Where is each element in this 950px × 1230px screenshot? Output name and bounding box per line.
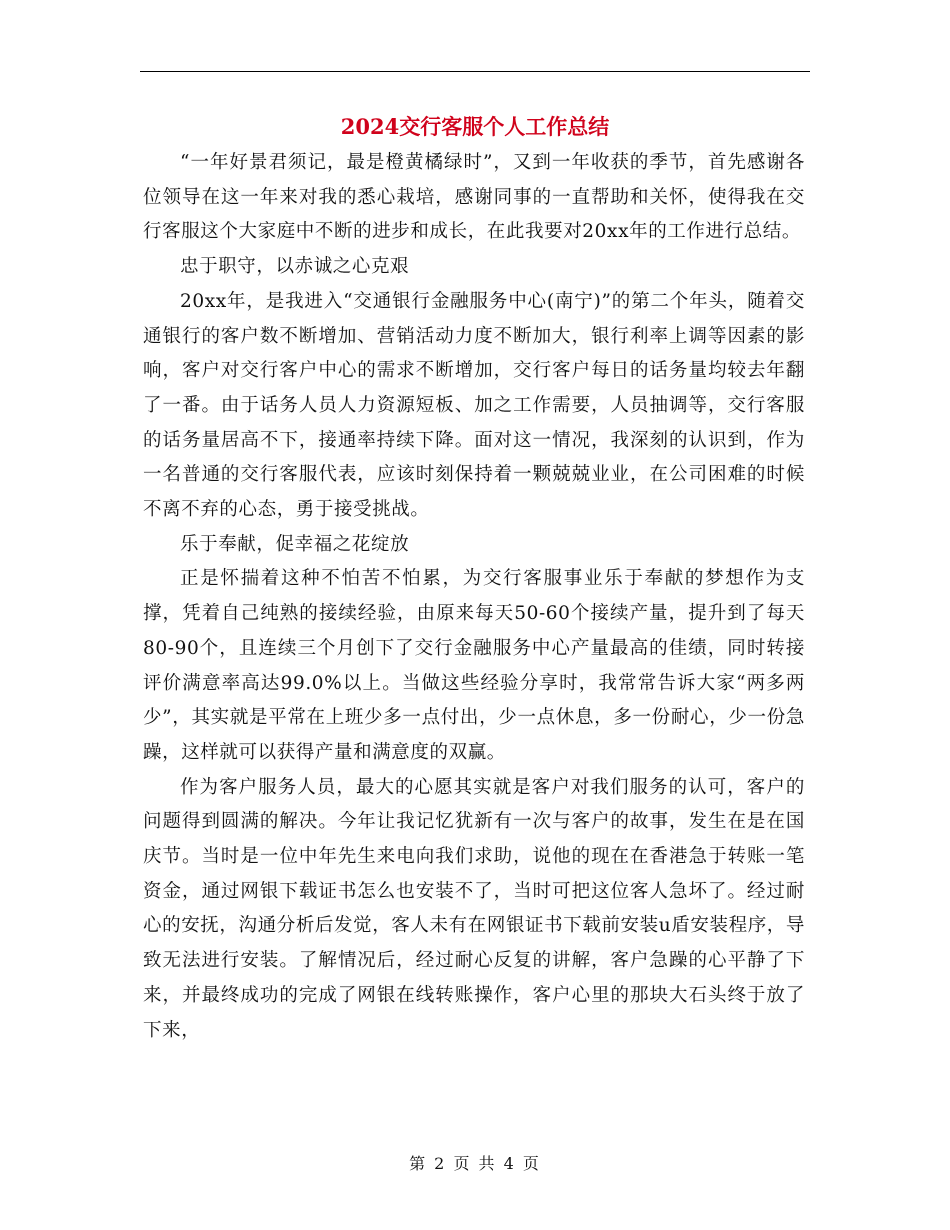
document-title: 2024交行客服个人工作总结 xyxy=(340,114,610,139)
section-heading-dedication: 乐于奉献，促幸福之花绽放 xyxy=(180,533,410,555)
paragraph-intro: “一年好景君须记，最是橙黄橘绿时”，又到一年收获的季节，首先感谢各位领导在这一年来对我的悉心栽培，感谢同事的一直帮助和关怀，使得我在交行客服这个大家庭中不断的进步和成长，在此我要对20xx年的工作进行总结。 xyxy=(143,152,805,243)
paragraph-customer-story: 作为客户服务人员，最大的心愿其实就是客户对我们服务的认可，客户的问题得到圆满的解决。今年让我记忆犹新有一次与客户的故事，发生在是在国庆节。当时是一位中年先生来电向我们求助，说他的现在在香港急于转账一笔资金，通过网银下载证书怎么也安装不了，当时可把这位客人急坏了。经过耐心的安抚，沟通分析后发觉，客人未有在网银证书下载前安装u盾安装程序，导致无法进行安装。了解情况后，经过耐心反复的讲解，客户急躁的心平静了下来，并最终成功的完成了网银在线转账操作，客户心里的那块大石头终于放了下来， xyxy=(143,776,805,1041)
header-rule xyxy=(140,71,810,72)
paragraph-loyalty: 20xx年，是我进入“交通银行金融服务中心(南宁)”的第二个年头，随着交通银行的客户数不断增加、营销活动力度不断加大，银行利率上调等因素的影响，客户对交行客户中心的需求不断增加，交行客户每日的话务量均较去年翻了一番。由于话务人员人力资源短板、加之工作需要，人员抽调等，交行客服的话务量居高不下，接通率持续下降。面对这一情况，我深刻的认识到，作为一名普通的交行客服代表，应该时刻保持着一颗兢兢业业，在公司困难的时候不离不弃的心态，勇于接受挑战。 xyxy=(143,290,805,521)
document-body xyxy=(143,146,805,1048)
page-number-footer: 第 2 页 共 4 页 xyxy=(409,1154,541,1173)
paragraph-dedication: 正是怀揣着这种不怕苦不怕累，为交行客服事业乐于奉献的梦想作为支撑，凭着自己纯熟的接续经验，由原来每天50-60个接续产量，提升到了每天80-90个，且连续三个月创下了交行金融服务中心产量最高的佳绩，同时转接评价满意率高达99.0%以上。当做这些经验分享时，我常常告诉大家“两多两少”，其实就是平常在上班少多一点付出，少一点休息，多一份耐心，少一份急躁，这样就可以获得产量和满意度的双赢。 xyxy=(143,568,805,763)
section-heading-loyalty: 忠于职守，以赤诚之心克艰 xyxy=(180,256,410,278)
